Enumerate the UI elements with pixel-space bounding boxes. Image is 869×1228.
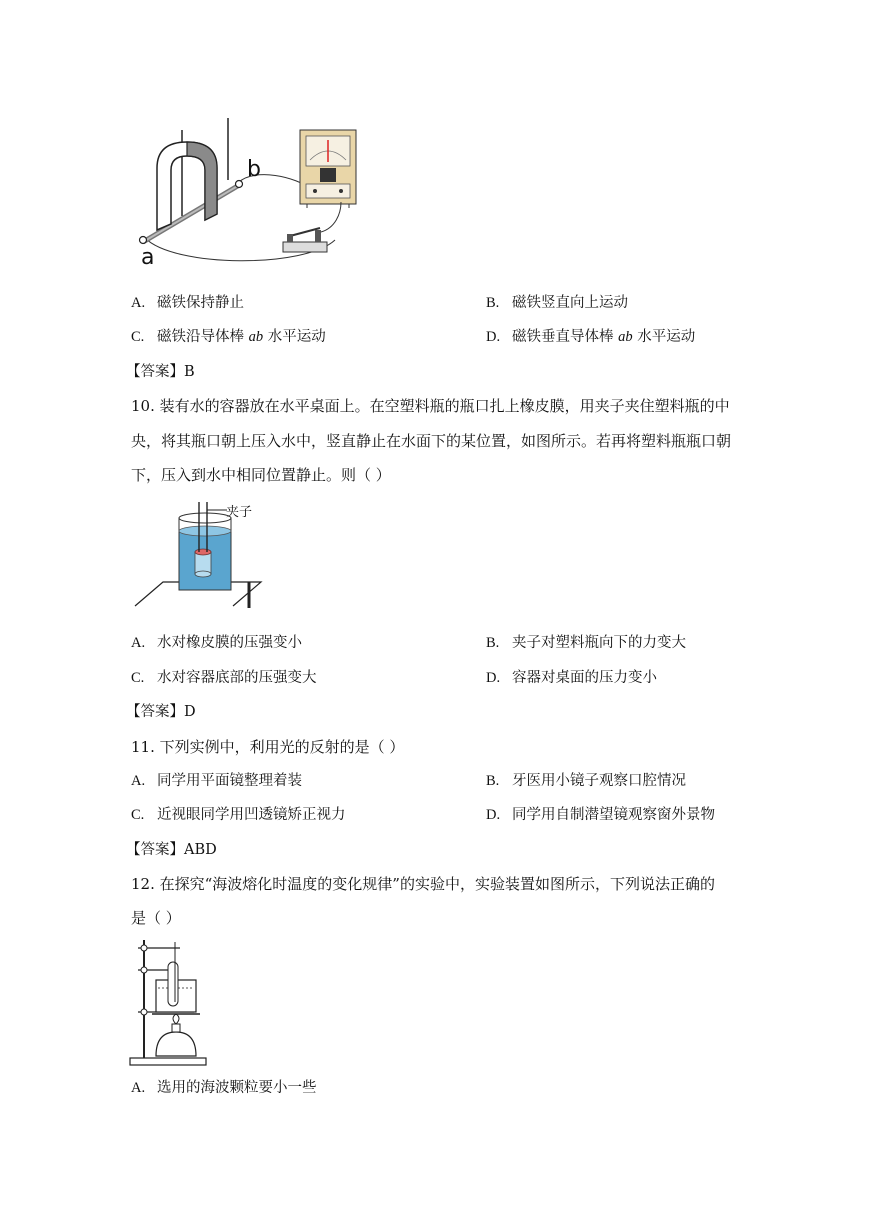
q10-option-d [486, 667, 657, 689]
clip-label: 夹子 [226, 505, 253, 520]
q9-option-b [486, 292, 628, 314]
option-text: 选用的海波颗粒要小一些 [157, 1080, 317, 1096]
option-text: 磁铁沿导体棒 [157, 329, 249, 345]
option-text-end: 水平运动 [632, 329, 696, 345]
q11-stem: 11. 下列实例中，利用光的反射的是（ ） [131, 738, 405, 756]
q9-option-d [486, 326, 695, 348]
option-text: 牙医用小镜子观察口腔情况 [512, 773, 686, 789]
option-letter: C. [131, 807, 145, 823]
q9-answer: 【答案】B [126, 364, 195, 380]
option-text: 磁铁垂直导体棒 [512, 329, 619, 345]
figure-heating-apparatus [128, 936, 210, 1068]
option-letter: C. [131, 670, 145, 686]
q10-option-b [486, 632, 686, 654]
q10-stem-line-1: 10. 装有水的容器放在水平桌面上。在空塑料瓶的瓶口扎上橡皮膜，用夹子夹住塑料瓶的中 [131, 397, 730, 415]
option-text: 同学用自制潜望镜观察窗外景物 [512, 807, 715, 823]
figure-magnet-galvanometer [135, 118, 365, 268]
option-letter: C. [131, 329, 145, 345]
q10-option-a [131, 632, 302, 654]
label-a: a [141, 245, 155, 268]
option-text: 近视眼同学用凹透镜矫正视力 [157, 807, 346, 823]
q11-option-c [131, 804, 346, 826]
option-letter: B. [486, 295, 500, 311]
option-letter: D. [486, 670, 501, 686]
option-text: 水对容器底部的压强变大 [157, 670, 317, 686]
variable-ab: ab [248, 329, 264, 345]
q9-option-a [131, 292, 244, 314]
q9-option-c [131, 326, 326, 348]
option-letter: A. [131, 295, 146, 311]
option-letter: D. [486, 329, 501, 345]
q11-answer: 【答案】ABD [126, 842, 217, 858]
q11-option-a [131, 770, 302, 792]
q11-option-d [486, 804, 715, 826]
option-text: 水对橡皮膜的压强变小 [157, 635, 302, 651]
option-text: 同学用平面镜整理着装 [157, 773, 302, 789]
option-letter: A. [131, 1080, 146, 1096]
q10-stem-line-3: 下，压入到水中相同位置静止。则（ ） [131, 466, 391, 484]
option-text-end: 水平运动 [263, 329, 326, 345]
q12-stem-line-1: 12. 在探究“海波熔化时温度的变化规律”的实验中，实验装置如图所示，下列说法正确的 [131, 875, 715, 893]
q10-answer: 【答案】D [126, 704, 196, 720]
option-text: 容器对桌面的压力变小 [512, 670, 657, 686]
option-text: 磁铁竖直向上运动 [512, 295, 628, 311]
option-text: 夹子对塑料瓶向下的力变大 [512, 635, 686, 651]
q10-option-c [131, 667, 317, 689]
figure-water-container [133, 500, 263, 612]
q12-stem-line-2: 是（ ） [131, 909, 181, 927]
variable-ab: ab [618, 329, 633, 345]
option-letter: A. [131, 773, 146, 789]
q10-stem-line-2: 央，将其瓶口朝上压入水中，竖直静止在水面下的某位置，如图所示。若再将塑料瓶瓶口朝 [131, 432, 732, 450]
label-b: b [247, 157, 261, 182]
option-letter: B. [486, 773, 500, 789]
option-letter: D. [486, 807, 501, 823]
option-letter: A. [131, 635, 146, 651]
q11-option-b [486, 770, 686, 792]
q12-option-a [131, 1077, 317, 1099]
option-text: 磁铁保持静止 [157, 295, 244, 311]
option-letter: B. [486, 635, 500, 651]
